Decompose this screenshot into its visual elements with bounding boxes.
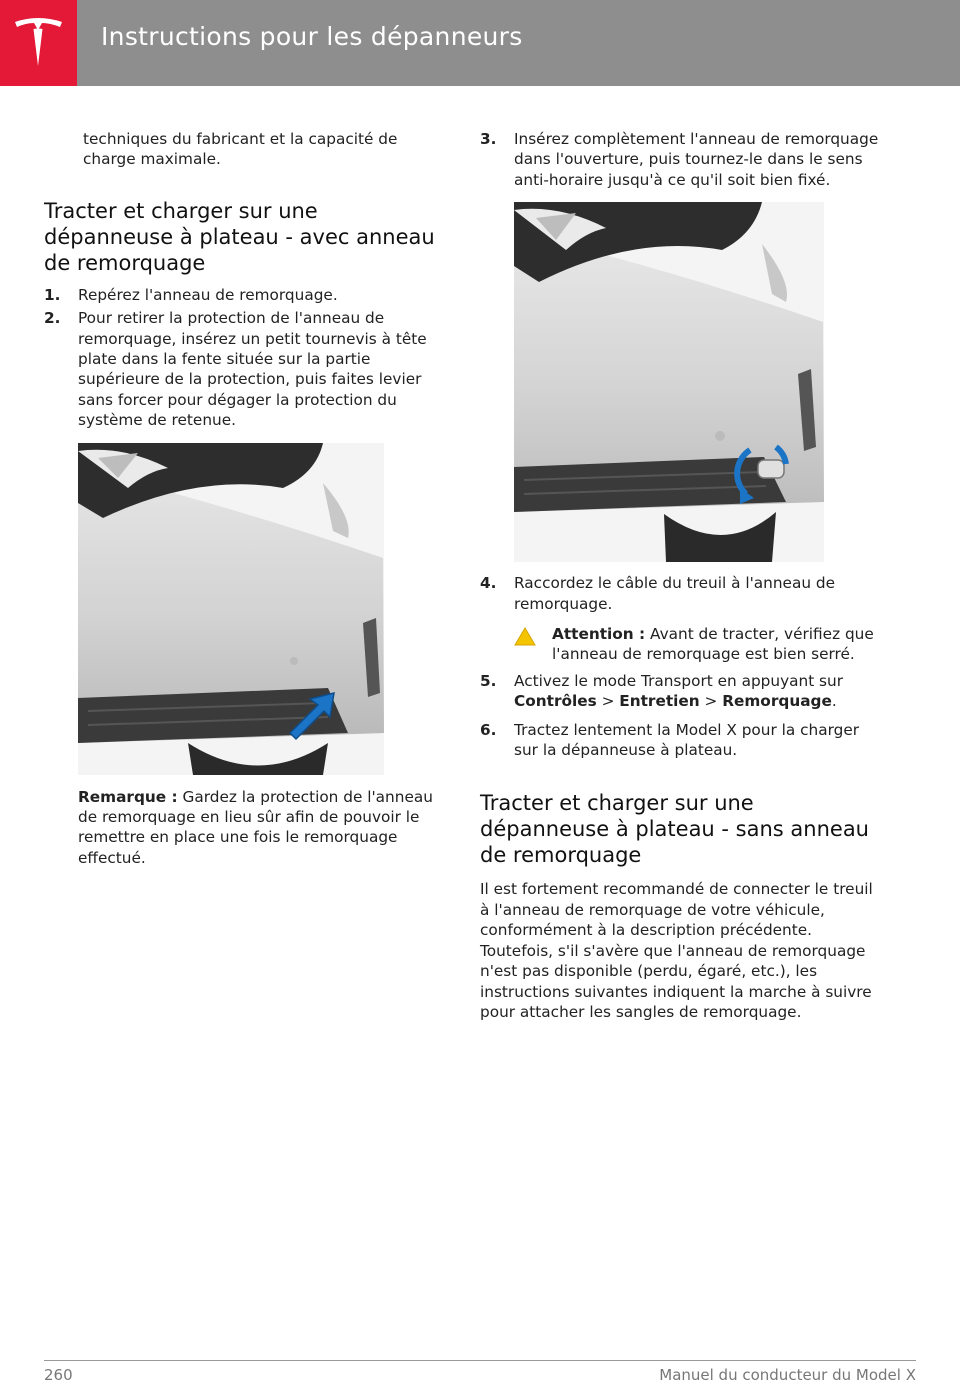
step-text: Repérez l'anneau de remorquage. [78,285,338,304]
menu-path-controls: Contrôles [514,692,597,711]
menu-path-service: Entretien [619,692,700,711]
section-paragraph: Il est fortement recommandé de connecter le treuil à l'anneau de remorquage de votre véhicule, conformément à la description précédente. Toutefois, s'il s'avère que l'anneau de remorquage n'est pas disponible (perdu, égaré, etc.), les instructions suivantes indiquent la marche à suivre pour attacher les sangles de remorquage. [480,880,873,1021]
step-number: 1. [44,285,61,304]
footer-title: Manuel du conducteur du Model X [659,1366,916,1384]
note-paragraph [44,787,444,869]
step-text: Raccordez le câble du treuil à l'anneau de remorquage. [514,574,836,613]
warning-label: Attention : [552,625,646,644]
step-item [44,285,444,305]
right-column [480,129,880,1022]
step-number: 3. [480,130,497,148]
step-item [480,573,880,614]
step-text: Insérez complètement l'anneau de remorquage dans l'ouverture, puis tournez-le dans le sens anti-horaire jusqu'à ce qu'il soit bien fixé. [514,130,879,189]
step-text: Pour retirer la protection de l'anneau de remorquage, insérez un petit tournevis à tête plate dans la fente située sur la partie supérieure de la protection, puis faites levier sans forcer pour dégager la protection du système de retenue. [78,309,427,430]
step-text [514,672,843,710]
warning-text: Avant de tracter, vérifiez que l'anneau de remorquage est bien serré. [552,625,874,664]
tow-ring-insert-illustration [514,202,824,562]
step-text-part: Activez le mode Transport en appuyant sur [514,671,844,690]
steps-list-left [44,285,444,431]
tow-ring-cover-illustration [78,443,384,775]
warning-triangle-icon [514,627,536,646]
step-text: Tractez lentement la Model X pour la charger sur la dépanneuse à plateau. [514,720,860,760]
warning-callout [480,624,880,665]
menu-path-separator: > [596,692,620,711]
steps-list-right-cont [480,573,880,614]
step-item [480,720,880,761]
step-item [480,671,880,712]
left-column [44,129,444,868]
step-number: 2. [44,309,61,328]
step-item [480,129,880,190]
note-text: Gardez la protection de l'anneau de remorquage en lieu sûr afin de pouvoir le remettre en place une fois le remorquage effectué. [78,787,433,867]
steps-list-right-end [480,671,880,761]
step-number: 5. [480,671,497,690]
menu-path-towing: Remorquage [722,692,832,711]
steps-list-right [480,129,880,190]
step-number: 4. [480,574,497,593]
step-text-end: . [831,692,837,711]
intro-text: techniques du fabricant et la capacité de charge maximale. [83,130,398,169]
section-heading-without-ring: Tracter et charger sur une dépanneuse à plateau - sans anneau de remorquage [480,791,869,868]
note-label: Remarque : [78,787,178,806]
step-number: 6. [480,720,497,739]
section-heading-with-ring: Tracter et charger sur une dépanneuse à plateau - avec anneau de remorquage [44,198,435,275]
step-item [44,308,444,430]
tesla-logo-icon [12,16,65,70]
page-title: Instructions pour les dépanneurs [101,22,523,51]
page-header [0,0,960,86]
page-number: 260 [44,1366,73,1384]
menu-path-separator: > [699,692,723,711]
brand-logo-box [0,0,77,86]
footer-divider [44,1360,916,1361]
